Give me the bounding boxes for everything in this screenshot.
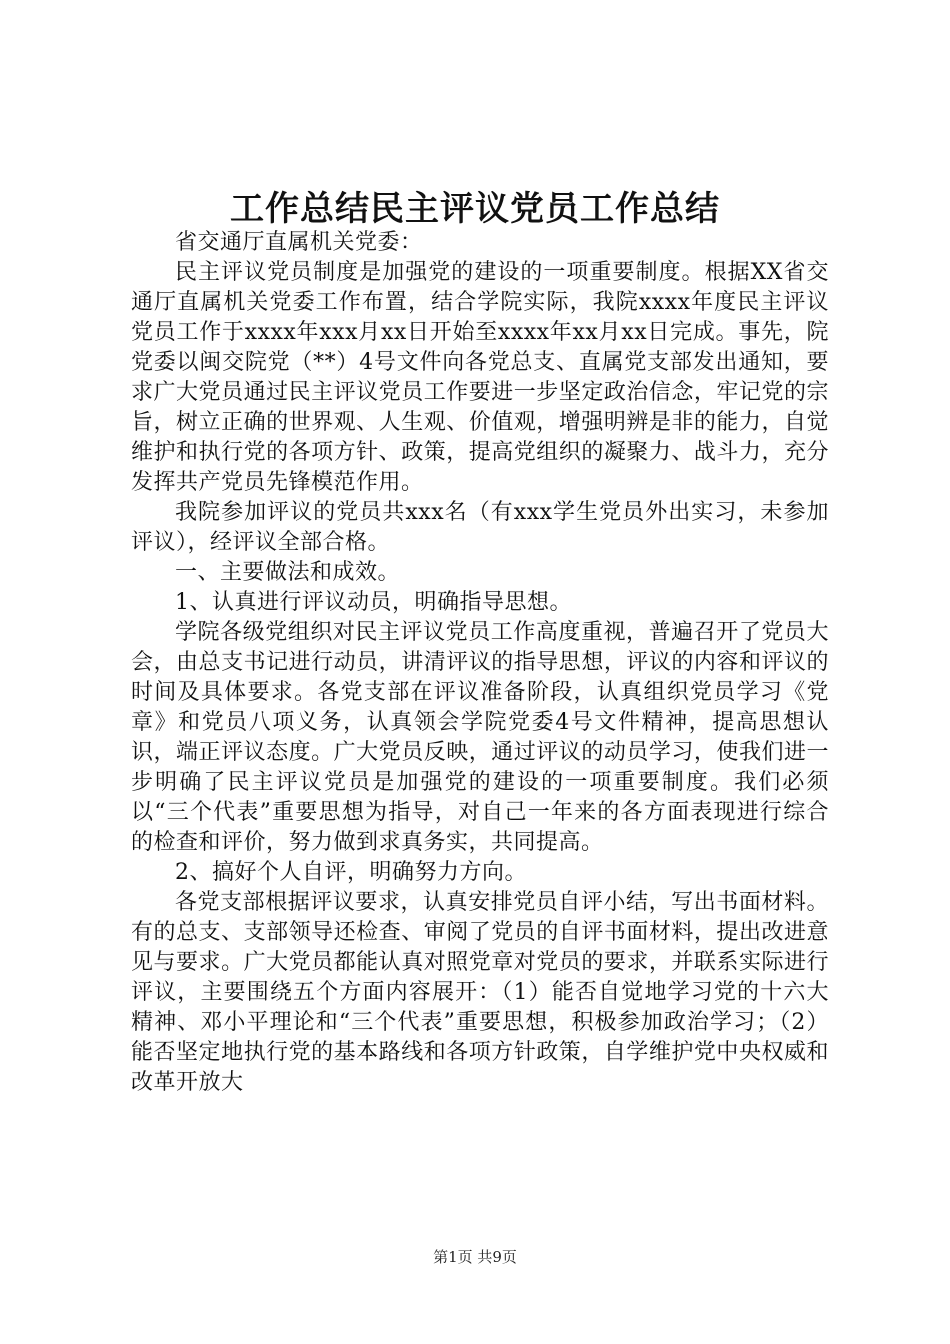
salutation-paragraph: 省交通厅直属机关党委： xyxy=(175,230,423,255)
page-number-footer: 第1页 共9页 xyxy=(433,1248,517,1266)
subsection-heading: 2、搞好个人自评，明确努力方向。 xyxy=(175,860,527,885)
body-paragraph: 我院参加评议的党员共xxx名（有xxx学生党员外出实习，未参加评议），经评议全部合格。 xyxy=(131,500,829,555)
subsection-heading: 1、认真进行评议动员，明确指导思想。 xyxy=(175,590,572,615)
body-paragraph: 民主评议党员制度是加强党的建设的一项重要制度。根据XX省交通厅直属机关党委工作布置，结合学院实际，我院xxxx年度民主评议党员工作于xxxx年xxx月xx日开始至xxxx年xx月xx日完成。事先，院党委以闽交院党（**）4号文件向各党总支、直属党支部发出通知，要求广大党员通过民主评议党员工作要进一步坚定政治信念，牢记党的宗旨，树立正确的世界观、人生观、价值观，增强明辨是非的能力，自觉维护和执行党的各项方针、政策，提高党组织的凝聚力、战斗力，充分发挥共产党员先锋模范作用。 xyxy=(131,260,829,495)
document-body xyxy=(131,228,829,1098)
body-paragraph: 学院各级党组织对民主评议党员工作高度重视，普遍召开了党员大会，由总支书记进行动员，讲清评议的指导思想，评议的内容和评议的时间及具体要求。各党支部在评议准备阶段，认真组织党员学习《党章》和党员八项义务，认真领会学院党委4号文件精神，提高思想认识，端正评议态度。广大党员反映，通过评议的动员学习，使我们进一步明确了民主评议党员是加强党的建设的一项重要制度。我们必须以“三个代表”重要思想为指导，对自己一年来的各方面表现进行综合的检查和评价，努力做到求真务实，共同提高。 xyxy=(131,620,829,855)
section-heading: 一、主要做法和成效。 xyxy=(175,560,401,585)
document-title: 工作总结民主评议党员工作总结 xyxy=(230,189,720,229)
body-paragraph: 各党支部根据评议要求，认真安排党员自评小结，写出书面材料。有的总支、支部领导还检查、审阅了党员的自评书面材料，提出改进意见与要求。广大党员都能认真对照党章对党员的要求，并联系实际进行评议，主要围绕五个方面内容展开：（1）能否自觉地学习党的十六大精神、邓小平理论和“三个代表”重要思想，积极参加政治学习；（2）能否坚定地执行党的基本路线和各项方针政策，自学维护党中央权威和改革开放大 xyxy=(131,890,829,1095)
